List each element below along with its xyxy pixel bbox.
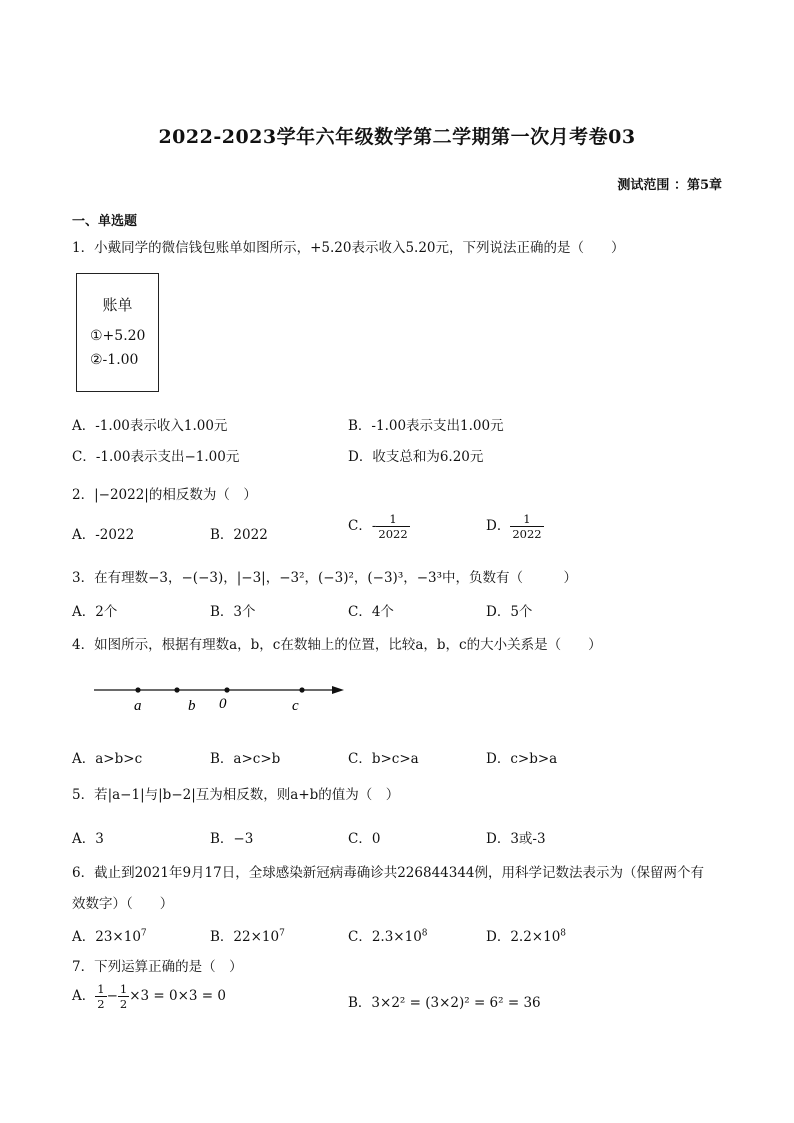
q7-option-b: B．3×2² = (3×2)² = 6² = 36 [348,995,541,1011]
fraction-denominator: 2 [97,997,105,1011]
q5-option-c: C．0 [348,831,381,847]
q6-option-c [348,925,428,945]
q6-option-b-base: B．22×10 [210,929,280,945]
q3-option-a: A．2个 [72,604,118,620]
q4-option-a: A．a>b>c [72,751,143,767]
section-heading: 一、单选题 [72,214,138,229]
bill-figure [76,273,159,392]
test-scope: 测试范围 ：第5章 [617,178,722,193]
label-c: c [292,698,299,714]
fraction-numerator: 1 [376,512,409,527]
point-zero [224,687,229,692]
q2-option-c-prefix: C．- [348,518,377,534]
bill-line-2: ②-1.00 [90,352,139,368]
q5-option-d: D．3或-3 [486,831,546,847]
fraction-numerator: 1 [510,512,543,527]
q6-option-a-base: A．23×10 [72,929,141,945]
q2-option-d-prefix: D． [486,518,511,534]
fraction-numerator: 1 [119,982,128,996]
number-line-arrow [332,686,344,694]
fraction-denominator: 2022 [512,527,542,541]
q1-option-a: A．-1.00表示收入1.00元 [72,418,228,434]
q6-option-b-exponent: 7 [279,928,285,939]
q5-option-a: A．3 [72,831,104,847]
q6-option-a [72,925,147,945]
fraction [510,512,543,541]
q7-option-a-prefix: A． [72,988,96,1004]
point-a [135,687,140,692]
q3-option-d: D．5个 [486,604,533,620]
q2-option-a: A．-2022 [72,527,135,543]
question-1: 1．小戴同学的微信钱包账单如图所示，+5.20表示收入5.20元，下列说法正确的是（ ） [72,240,625,256]
q7-option-a-tail: ×3 = 0×3 = 0 [129,988,226,1004]
label-a: a [134,698,142,714]
question-2: 2．|−2022|的相反数为（ ） [72,487,257,503]
q3-option-b: B．3个 [210,604,256,620]
fraction-numerator: 1 [97,982,105,996]
fraction-denominator: 2 [119,997,128,1011]
q1-option-b: B．-1.00表示支出1.00元 [348,418,504,434]
q4-option-c: C．b>c>a [348,751,419,767]
q4-option-d: D．c>b>a [486,751,558,767]
fraction-half [118,982,129,1011]
bill-title: 账单 [102,296,133,314]
q6-option-c-base: C．2.3×10 [348,929,422,945]
q2-option-b: B．2022 [210,527,268,543]
question-6-line-1: 6．截止到2021年9月17日，全球感染新冠病毒确诊共226844344例，用科学记数法表示为（保留两个有 [72,865,705,881]
q2-option-d [486,512,544,541]
q6-option-a-exponent: 7 [140,928,147,939]
q3-option-c: C．4个 [348,604,394,620]
q6-option-c-exponent: 8 [421,928,428,939]
label-b: b [188,698,196,714]
q6-option-d-exponent: 8 [560,928,567,939]
q1-option-d: D．收支总和为6.20元 [348,449,484,465]
point-c [299,687,304,692]
q6-option-d [486,925,566,945]
question-3: 3．在有理数−3，−(−3)，|−3|，−3²，(−3)²，(−3)³，−3³中，负数有（ ） [72,570,578,586]
page-title: 2022-2023学年六年级数学第二学期第一次月考卷03 [158,126,636,148]
number-line [92,676,352,718]
bill-line-1: ①+5.20 [90,328,146,344]
fraction-half [95,982,106,1011]
point-b [174,687,179,692]
q7-option-a [72,982,226,1011]
q6-option-d-base: D．2.2×10 [486,929,561,945]
minus-sign: − [106,988,118,1004]
q1-option-c: C．-1.00表示支出−1.00元 [72,449,240,465]
fraction-denominator: 2022 [378,527,408,541]
q6-option-b [210,925,285,945]
q4-option-b: B．a>c>b [210,751,281,767]
question-7: 7．下列运算正确的是（ ） [72,959,243,975]
label-zero: 0 [219,696,227,712]
question-5: 5．若|a−1|与|b−2|互为相反数，则a+b的值为（ ） [72,787,400,803]
question-4: 4．如图所示，根据有理数a，b，c在数轴上的位置，比较a，b，c的大小关系是（ ） [72,637,602,653]
question-6-line-2: 效数字）（ ） [72,896,174,912]
q2-option-c [348,512,410,541]
fraction [376,512,409,541]
q5-option-b: B．−3 [210,831,254,847]
